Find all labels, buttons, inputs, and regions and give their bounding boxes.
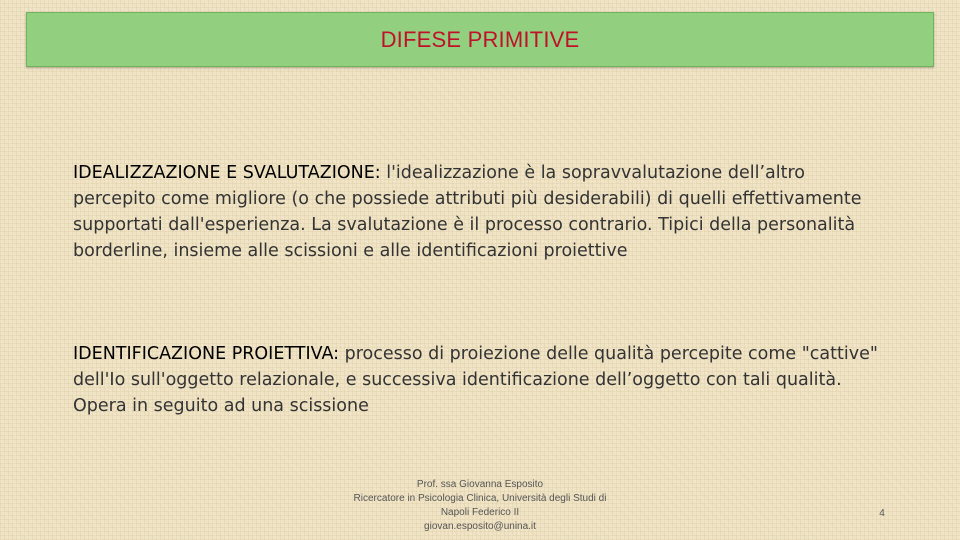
footer-line-role: Ricercatore in Psicologia Clinica, Università degli Studi di bbox=[353, 493, 607, 504]
term-identificazione: IDENTIFICAZIONE PROIETTIVA: bbox=[73, 344, 340, 364]
title-banner bbox=[26, 12, 934, 67]
slide-title: DIFESE PRIMITIVE bbox=[380, 26, 580, 52]
footer-line-name: Prof. ssa Giovanna Esposito bbox=[416, 479, 544, 490]
paragraph-identificazione bbox=[73, 341, 893, 419]
paragraph-idealizzazione bbox=[73, 160, 893, 264]
definition-identificazione: processo di proiezione delle qualità percepite come "cattive" dell'Io sull'oggetto relazionale, e successiva identificazione dell’oggetto con tali qualità. Opera in seguito ad una scissione bbox=[73, 344, 878, 416]
term-idealizzazione: IDEALIZZAZIONE E SVALUTAZIONE: bbox=[73, 163, 381, 183]
slide-number: 4 bbox=[879, 508, 885, 519]
footer-author bbox=[330, 478, 630, 534]
definition-idealizzazione: l'idealizzazione è la sopravvalutazione dell’altro percepito come migliore (o che possiede attributi più desiderabili) di quelli effettivamente supportati dall'esperienza. La svalutazione è il processo contrario. Tipici della personalità borderline, insieme alle scissioni e alle identificazioni proiettive bbox=[73, 163, 862, 261]
footer-line-email: giovan.esposito@unina.it bbox=[424, 521, 536, 532]
footer-line-university: Napoli Federico II bbox=[440, 507, 520, 518]
